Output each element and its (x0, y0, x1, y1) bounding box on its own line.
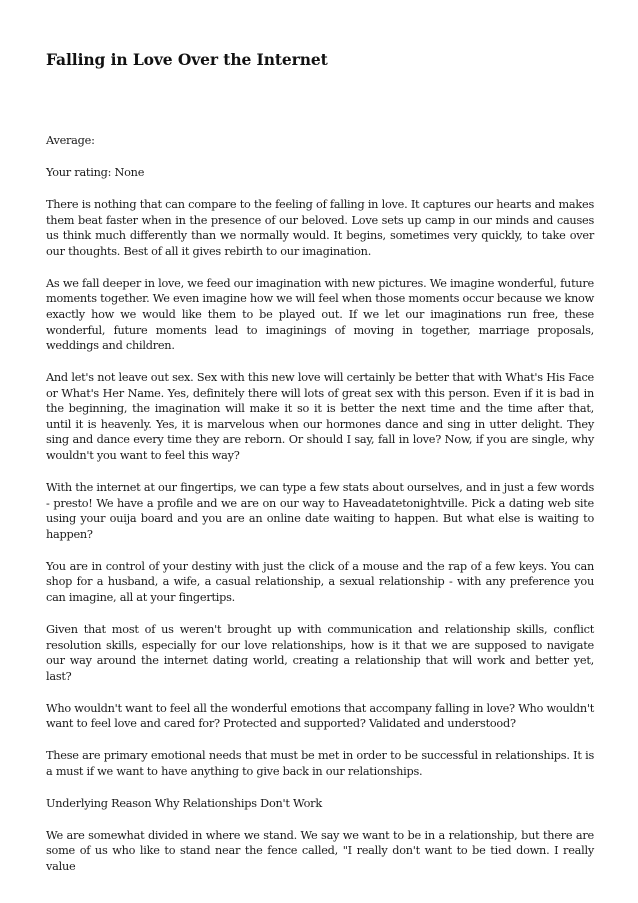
paragraph: As we fall deeper in love, we feed our imagination with new pictures. We imagine wonderful, future moments together. We even imagine how we will feel when those moments occur because we know exactly how we would like them to be played out. If we let our imaginations run free, these wonderful, future moments lead to imaginings of moving in together, marriage proposals, weddings and children. (46, 276, 594, 353)
average-label: Average: (46, 134, 95, 147)
document-title: Falling in Love Over the Internet (46, 50, 328, 69)
paragraph: Given that most of us weren't brought up with communication and relationship skills, conflict resolution skills, especially for our love relationships, how is it that we are supposed to navigate our way around the internet dating world, creating a relationship that will work and better yet, last? (46, 622, 594, 683)
section-heading: Underlying Reason Why Relationships Don't Work (46, 796, 322, 810)
paragraph: These are primary emotional needs that must be met in order to be successful in relationships. It is a must if we want to have anything to give back in our relationships. (46, 749, 594, 778)
paragraph: And let's not leave out sex. Sex with this new love will certainly be better that with What's His Face or What's Her Name. Yes, definitely there will lots of great sex with this person. Even if it is bad in the beginning, the imagination will make it so it is better the next time and the time after that, until it is heavenly. Yes, it is marvelous when our hormones dance and sing in utter delight. They sing and dance every time they are reborn. Or should I say, fall in love? Now, if you are single, why wouldn't you want to feel this way? (46, 371, 594, 463)
rating-label: Your rating: None (46, 165, 145, 179)
paragraph: Who wouldn't want to feel all the wonderful emotions that accompany falling in love? Who wouldn't want to feel love and cared for? Protected and supported? Validated and understood? (46, 701, 594, 731)
paragraph: There is nothing that can compare to the feeling of falling in love. It captures our hearts and makes them beat faster when in the presence of our beloved. Love sets up camp in our minds and causes us think much differently than we normally would. It begins, sometimes very quickly, to take over our thoughts. Best of all it gives rebirth to our imagination. (46, 197, 594, 258)
paragraph: With the internet at our fingertips, we can type a few stats about ourselves, and in just a few words - presto! We have a profile and we are on our way to Haveadatetonightville. Pick a dating web site using your ouija board and you are an online date waiting to happen. But what else is waiting to happen? (46, 481, 594, 541)
document-body (46, 133, 594, 891)
paragraph: You are in control of your destiny with just the click of a mouse and the rap of a few keys. You can shop for a husband, a wife, a casual relationship, a sexual relationship - with any preference you can imagine, all at your fingertips. (46, 559, 594, 604)
paragraph: We are somewhat divided in where we stand. We say we want to be in a relationship, but there are some of us who like to stand near the fence called, "I really don't want to be tied down. I really value (46, 828, 594, 874)
